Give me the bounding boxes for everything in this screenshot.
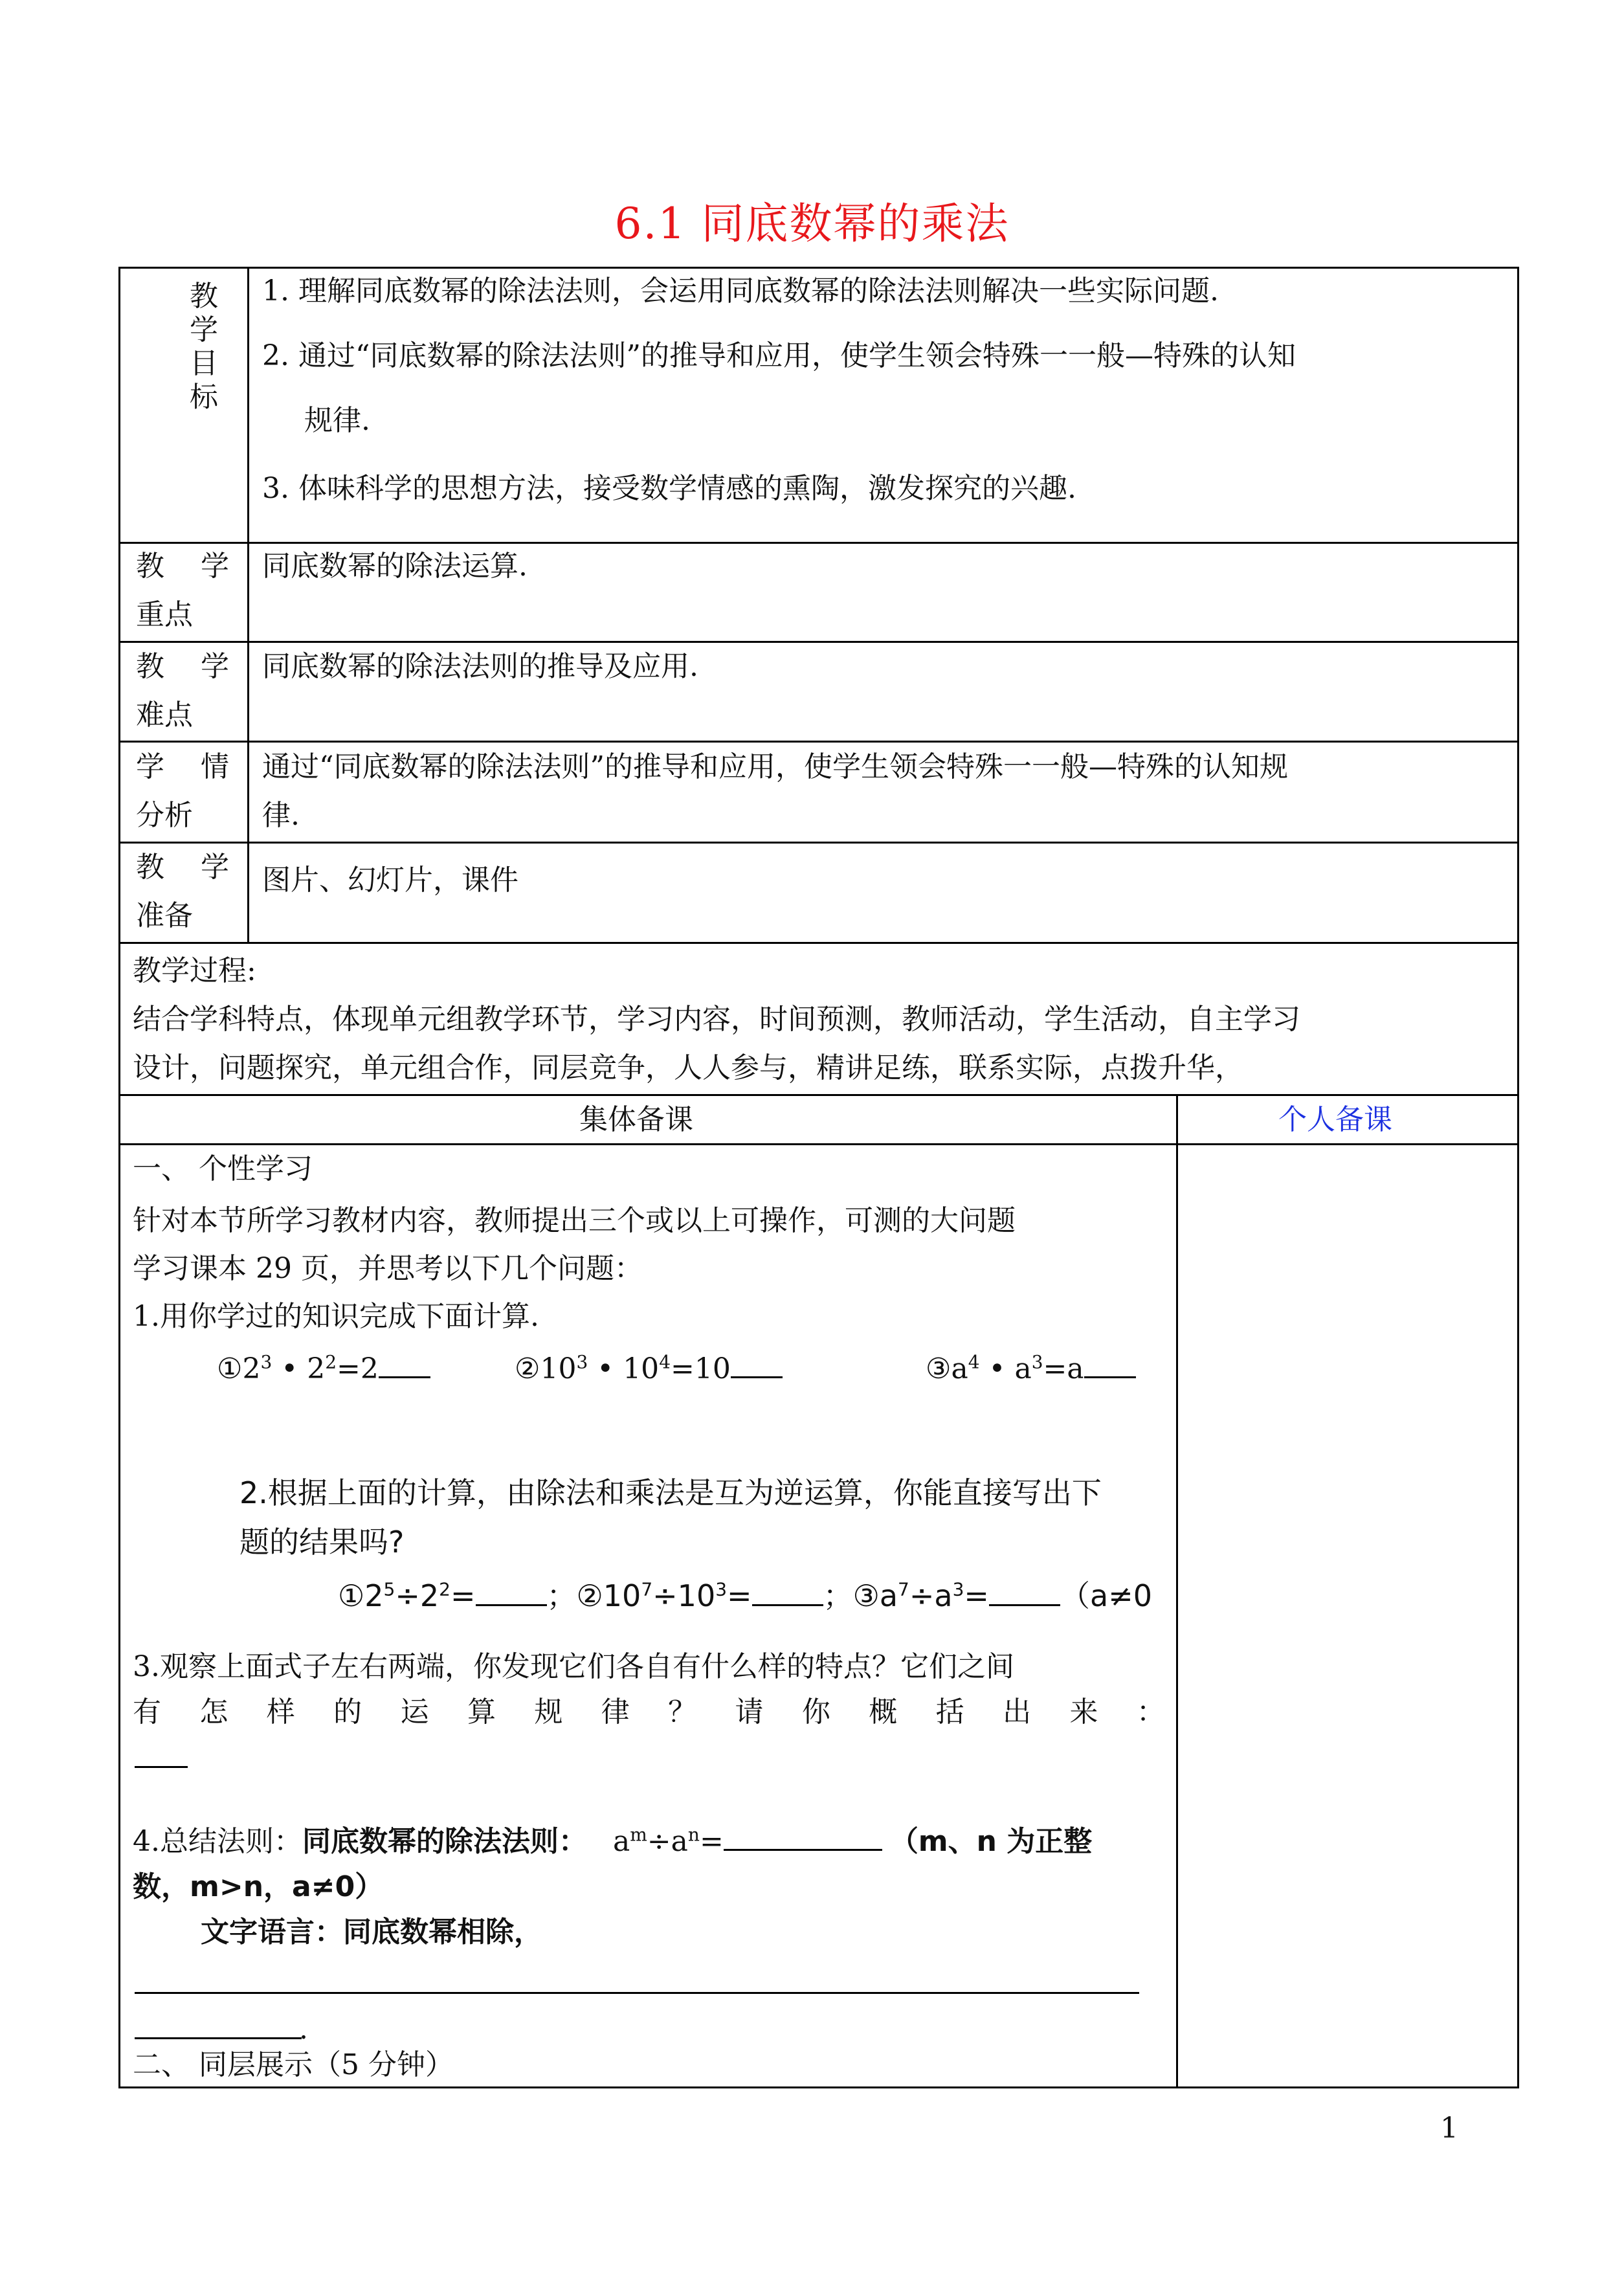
question-3-char: 律 bbox=[601, 1695, 630, 1728]
collective-column-header: 集体备课 bbox=[579, 1103, 693, 1136]
table-border-bottom bbox=[118, 2086, 1519, 2088]
question-3-char: ： bbox=[1136, 1695, 1165, 1728]
question-3-char: 怎 bbox=[199, 1695, 228, 1728]
key-points-label: 教 学 bbox=[136, 550, 229, 583]
analysis-label: 学 情 bbox=[136, 750, 229, 783]
row-divider bbox=[118, 542, 1519, 544]
key-points-label-line2: 重点 bbox=[136, 598, 193, 631]
question-1: 1.用你学过的知识完成下面计算. bbox=[133, 1300, 539, 1333]
answer-line bbox=[135, 2037, 302, 2039]
body-text: 针对本节所学习教材内容，教师提出三个或以上可操作，可测的大问题 bbox=[133, 1204, 1016, 1237]
question-3: 3.观察上面式子左右两端，你发现它们各自有什么样的特点？它们之间 bbox=[133, 1650, 1014, 1683]
question-3-char: 出 bbox=[1003, 1695, 1032, 1728]
process-heading: 教学过程: bbox=[133, 954, 256, 987]
page-title: 6.1 同底数幂的乘法 bbox=[614, 199, 1010, 249]
row-divider bbox=[118, 942, 1519, 944]
row-divider bbox=[118, 842, 1519, 844]
objective-item: 3. 体味科学的思想方法，接受数学情感的熏陶，激发探究的兴趣. bbox=[262, 472, 1076, 505]
table-border-left bbox=[118, 267, 120, 2088]
question-3-char: 样 bbox=[266, 1695, 295, 1728]
question-3-char: 你 bbox=[801, 1695, 830, 1728]
body-text: 学习课本 29 页，并思考以下几个问题： bbox=[133, 1252, 643, 1285]
question-3-line2 bbox=[133, 1693, 1165, 1732]
difficulty-content: 同底数幂的除法法则的推导及应用. bbox=[262, 650, 698, 683]
question-3-char: 请 bbox=[735, 1695, 764, 1728]
objective-item: 2. 通过“同底数幂的除法法则”的推导和应用，使学生领会特殊一一般—特殊的认知 bbox=[262, 339, 1296, 372]
difficulty-label: 教 学 bbox=[136, 650, 229, 683]
objectives-label: 教学目标 bbox=[190, 280, 218, 414]
section-heading: 二、 同层展示（5 分钟） bbox=[133, 2048, 454, 2081]
question-4: 4.总结法则：同底数幂的除法法则： $a^m\div a^n= (m$、n 为正整 bbox=[133, 1824, 1093, 1858]
rule-in-words: 文字语言：同底数幂相除， bbox=[201, 1916, 542, 1949]
table-border-top bbox=[118, 267, 1519, 269]
question-3-char: ？ bbox=[668, 1695, 697, 1728]
question-3-char: 规 bbox=[534, 1695, 563, 1728]
row-divider bbox=[118, 1143, 1519, 1145]
answer-line bbox=[135, 1992, 1139, 1994]
preparation-content: 图片、幻灯片，课件 bbox=[262, 864, 518, 897]
question-3-char: 括 bbox=[935, 1695, 964, 1728]
key-points-content: 同底数幂的除法运算. bbox=[262, 550, 528, 583]
process-text: 设计，问题探究，单元组合作，同层竞争，人人参与，精讲足练，联系实际，点拨升华， bbox=[133, 1051, 1243, 1084]
calc-1: $①2^3$ • $2^2=2$ bbox=[217, 1350, 430, 1389]
section-heading: 一、 个性学习 bbox=[133, 1152, 313, 1185]
row-divider bbox=[118, 741, 1519, 743]
question-3-char: 的 bbox=[333, 1695, 362, 1728]
question-3-char: 运 bbox=[400, 1695, 429, 1728]
analysis-content: 通过“同底数幂的除法法则”的推导和应用，使学生领会特殊一一般—特殊的认知规 bbox=[262, 750, 1288, 783]
question-2: 2.根据上面的计算，由除法和乘法是互为逆运算，你能直接写出下 bbox=[239, 1475, 1102, 1510]
objective-item: 规律. bbox=[304, 404, 370, 437]
analysis-label-line2: 分析 bbox=[136, 799, 193, 832]
table-border-right bbox=[1517, 267, 1519, 2088]
question-3-char: 有 bbox=[133, 1695, 161, 1728]
row-divider bbox=[118, 1094, 1519, 1096]
period: . bbox=[299, 2013, 308, 2046]
division-calcs: $①2^5\div 2^2=$ ；$②10^7\div 10^3=$ ；$③a^7\div a^3= (a\ne 0$ bbox=[338, 1578, 1152, 1613]
question-3-char: 概 bbox=[869, 1695, 898, 1728]
calc-2: $②10^3$ • $10^4=10$ bbox=[515, 1350, 783, 1389]
objective-item: 1. 理解同底数幂的除法法则，会运用同底数幂的除法法则解决一些实际问题. bbox=[262, 274, 1219, 308]
question-4-line2: 数，m>n，a≠0） bbox=[133, 1870, 384, 1903]
question-2-line2: 题的结果吗? bbox=[239, 1525, 405, 1560]
calc-3: $③a^4$ • $a^3=a$ bbox=[926, 1350, 1136, 1389]
question-3-char: 来 bbox=[1069, 1695, 1098, 1728]
process-text: 结合学科特点，体现单元组教学环节，学习内容，时间预测，教师活动，学生活动，自主学习 bbox=[133, 1003, 1300, 1036]
page-number: 1 bbox=[1440, 2112, 1458, 2145]
preparation-label: 教 学 bbox=[136, 851, 229, 884]
question-3-char: 算 bbox=[467, 1695, 496, 1728]
personal-column-header: 个人备课 bbox=[1278, 1103, 1392, 1136]
difficulty-label-line2: 难点 bbox=[136, 699, 193, 732]
preparation-label-line2: 准备 bbox=[136, 899, 193, 932]
analysis-content-line2: 律. bbox=[262, 799, 300, 832]
notes-column-divider bbox=[1176, 1094, 1178, 2088]
row-divider bbox=[118, 641, 1519, 643]
answer-blank bbox=[135, 1766, 188, 1768]
